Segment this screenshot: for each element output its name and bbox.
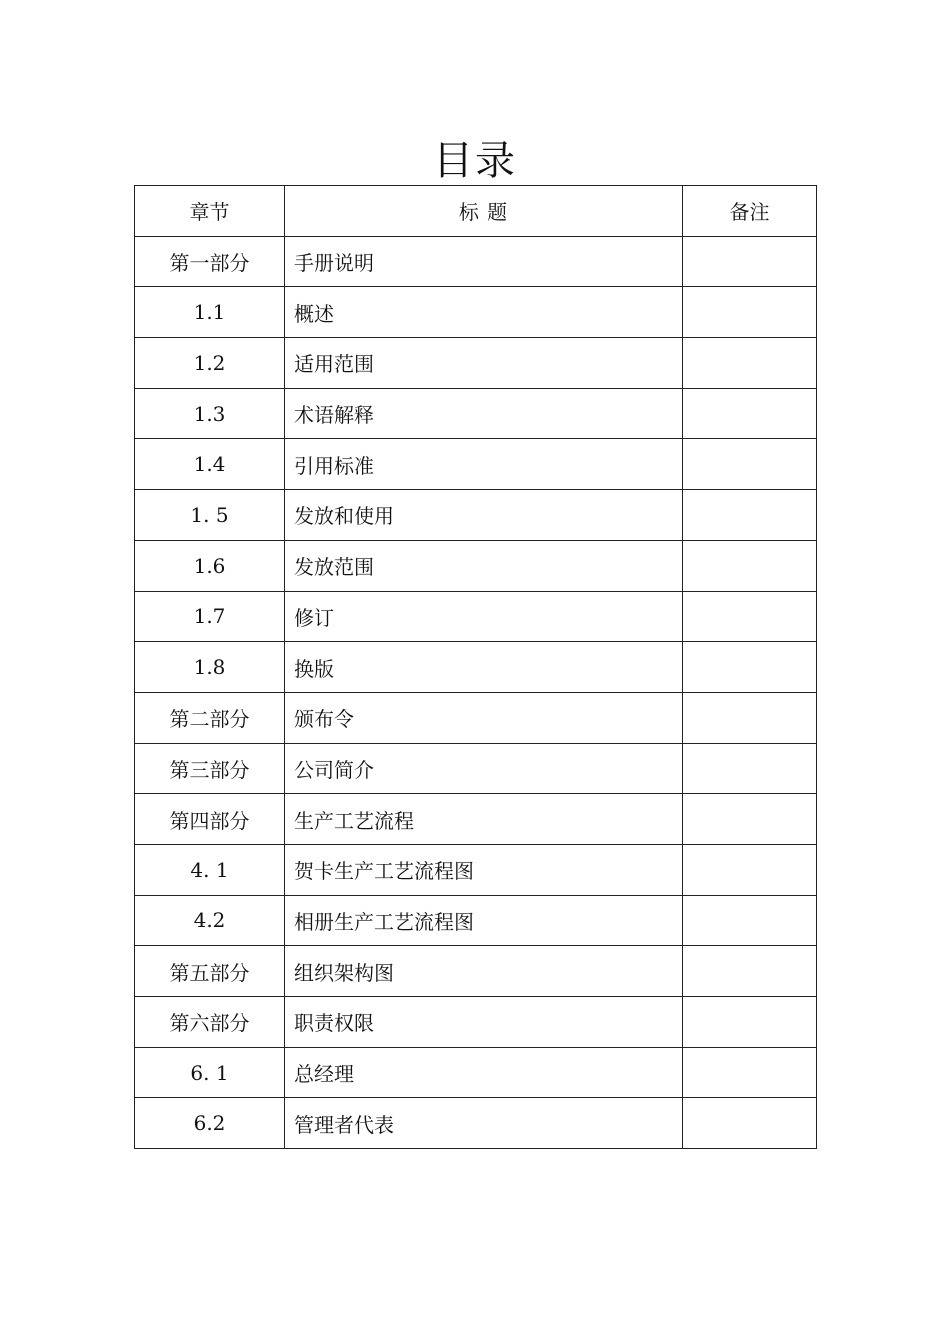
table-row bbox=[135, 895, 817, 946]
note-cell bbox=[683, 1047, 817, 1098]
note-cell bbox=[683, 642, 817, 693]
section-title-cell: 概述 bbox=[285, 287, 683, 338]
table-of-contents bbox=[134, 185, 817, 1149]
section-title-cell: 职责权限 bbox=[285, 997, 683, 1048]
section-title-cell: 公司简介 bbox=[285, 743, 683, 794]
note-cell bbox=[683, 388, 817, 439]
note-cell bbox=[683, 844, 817, 895]
section-number-cell: 第五部分 bbox=[135, 946, 285, 997]
table-row bbox=[135, 642, 817, 693]
note-cell bbox=[683, 997, 817, 1048]
section-number-cell: 1.3 bbox=[135, 388, 285, 439]
section-number-cell: 第六部分 bbox=[135, 997, 285, 1048]
column-header-note: 备注 bbox=[683, 186, 817, 237]
table-row bbox=[135, 743, 817, 794]
table-row bbox=[135, 439, 817, 490]
section-number-cell: 1.7 bbox=[135, 591, 285, 642]
table-row bbox=[135, 236, 817, 287]
column-header-section: 章节 bbox=[135, 186, 285, 237]
section-number-cell: 6.2 bbox=[135, 1098, 285, 1149]
table-row bbox=[135, 388, 817, 439]
column-header-title: 标 题 bbox=[285, 186, 683, 237]
section-number-cell: 1.4 bbox=[135, 439, 285, 490]
table-body bbox=[135, 236, 817, 1148]
note-cell bbox=[683, 946, 817, 997]
note-cell bbox=[683, 1098, 817, 1149]
table-row bbox=[135, 794, 817, 845]
note-cell bbox=[683, 794, 817, 845]
section-number-cell: 1.6 bbox=[135, 540, 285, 591]
page-title: 目录 bbox=[433, 138, 517, 184]
note-cell bbox=[683, 895, 817, 946]
table-row bbox=[135, 844, 817, 895]
table-row bbox=[135, 1047, 817, 1098]
table-row bbox=[135, 287, 817, 338]
note-cell bbox=[683, 287, 817, 338]
section-title-cell: 贺卡生产工艺流程图 bbox=[285, 844, 683, 895]
section-title-cell: 引用标准 bbox=[285, 439, 683, 490]
section-number-cell: 第一部分 bbox=[135, 236, 285, 287]
section-number-cell: 第二部分 bbox=[135, 692, 285, 743]
section-title-cell: 生产工艺流程 bbox=[285, 794, 683, 845]
note-cell bbox=[683, 591, 817, 642]
note-cell bbox=[683, 236, 817, 287]
table-row bbox=[135, 1098, 817, 1149]
section-title-cell: 组织架构图 bbox=[285, 946, 683, 997]
section-title-cell: 管理者代表 bbox=[285, 1098, 683, 1149]
table-row bbox=[135, 490, 817, 541]
note-cell bbox=[683, 540, 817, 591]
note-cell bbox=[683, 439, 817, 490]
section-title-cell: 发放范围 bbox=[285, 540, 683, 591]
section-title-cell: 颁布令 bbox=[285, 692, 683, 743]
section-title-cell: 发放和使用 bbox=[285, 490, 683, 541]
note-cell bbox=[683, 338, 817, 389]
section-title-cell: 换版 bbox=[285, 642, 683, 693]
section-title-cell: 术语解释 bbox=[285, 388, 683, 439]
table-row bbox=[135, 591, 817, 642]
table-row bbox=[135, 946, 817, 997]
section-number-cell: 1.8 bbox=[135, 642, 285, 693]
section-title-cell: 适用范围 bbox=[285, 338, 683, 389]
table-row bbox=[135, 338, 817, 389]
note-cell bbox=[683, 490, 817, 541]
section-title-cell: 修订 bbox=[285, 591, 683, 642]
section-number-cell: 6. 1 bbox=[135, 1047, 285, 1098]
table-row bbox=[135, 540, 817, 591]
section-number-cell: 1.1 bbox=[135, 287, 285, 338]
section-number-cell: 第三部分 bbox=[135, 743, 285, 794]
section-number-cell: 1.2 bbox=[135, 338, 285, 389]
table-row bbox=[135, 692, 817, 743]
note-cell bbox=[683, 692, 817, 743]
section-title-cell: 总经理 bbox=[285, 1047, 683, 1098]
section-number-cell: 1. 5 bbox=[135, 490, 285, 541]
section-title-cell: 手册说明 bbox=[285, 236, 683, 287]
table-header-row bbox=[135, 186, 817, 237]
section-number-cell: 4. 1 bbox=[135, 844, 285, 895]
section-number-cell: 4.2 bbox=[135, 895, 285, 946]
table-row bbox=[135, 997, 817, 1048]
section-title-cell: 相册生产工艺流程图 bbox=[285, 895, 683, 946]
note-cell bbox=[683, 743, 817, 794]
section-number-cell: 第四部分 bbox=[135, 794, 285, 845]
